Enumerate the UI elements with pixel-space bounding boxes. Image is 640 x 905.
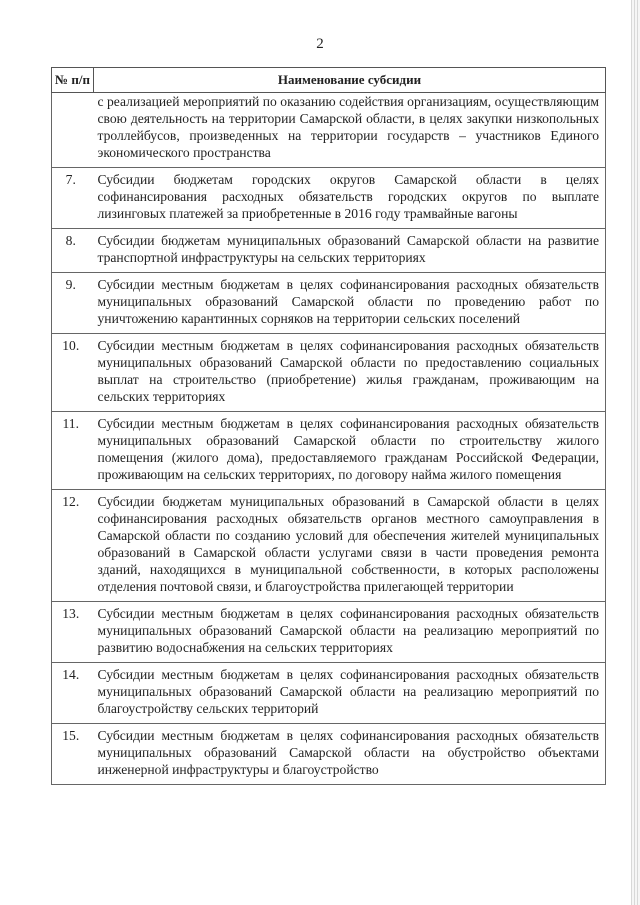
row-number: 8.	[52, 229, 94, 273]
subsidy-table	[51, 67, 606, 785]
page-edge-shadow	[631, 0, 640, 905]
table-row	[52, 229, 606, 273]
row-text: с реализацией мероприятий по оказанию содействия организациям, осуществляющим свою деятельность на территории Самарской области, в целях закупки низкопольных троллейбусов, произведенных на территории государств – участников Единого экономического пространства	[94, 93, 606, 168]
row-text: Субсидии местным бюджетам в целях софинансирования расходных обязательств муниципальных образований Самарской области на реализацию мероприятий по благоустройству сельских территорий	[94, 663, 606, 724]
table-row	[52, 663, 606, 724]
row-text: Субсидии местным бюджетам в целях софинансирования расходных обязательств муниципальных образований Самарской области по проведению работ по уничтожению карантинных сорняков на территории сельских поселений	[94, 273, 606, 334]
table-row	[52, 273, 606, 334]
row-text: Субсидии местным бюджетам в целях софинансирования расходных обязательств муниципальных образований Самарской области на реализацию мероприятий по развитию водоснабжения на сельских территориях	[94, 602, 606, 663]
table-row	[52, 724, 606, 785]
table-row	[52, 334, 606, 412]
row-number: 7.	[52, 168, 94, 229]
row-text: Субсидии местным бюджетам в целях софинансирования расходных обязательств муниципальных образований Самарской области по строительству жилого помещения (жилого дома), предоставляемого гражданам Российской Федерации, проживающим на сельских территориях, по договору найма жилого помещения	[94, 412, 606, 490]
row-number	[52, 93, 94, 168]
row-text: Субсидии бюджетам городских округов Самарской области в целях софинансирования расходных обязательств городских округов по выплате лизинговых платежей за приобретенные в 2016 году трамвайные вагоны	[94, 168, 606, 229]
page-number: 2	[316, 36, 324, 52]
table-row	[52, 490, 606, 602]
row-number: 13.	[52, 602, 94, 663]
table-row	[52, 412, 606, 490]
row-number: 14.	[52, 663, 94, 724]
row-number: 9.	[52, 273, 94, 334]
row-text: Субсидии бюджетам муниципальных образований в Самарской области в целях софинансирования расходных обязательств органов местного самоуправления в Самарской области по созданию условий для обеспечения жителей муниципальных образований в Самарской области услугами связи в части проведения ремонта зданий, находящихся в муниципальной собственности, в которых расположены отделения почтовой связи, и благоустройства прилегающей территории	[94, 490, 606, 602]
header-name: Наименование субсидии	[94, 68, 606, 93]
table-header-row	[52, 68, 606, 93]
row-text: Субсидии местным бюджетам в целях софинансирования расходных обязательств муниципальных образований Самарской области по предоставлению социальных выплат на строительство (приобретение) жилья гражданам, проживающим на сельских территориях	[94, 334, 606, 412]
row-number: 10.	[52, 334, 94, 412]
table-row	[52, 93, 606, 168]
row-number: 12.	[52, 490, 94, 602]
table-row	[52, 168, 606, 229]
row-number: 15.	[52, 724, 94, 785]
row-number: 11.	[52, 412, 94, 490]
table-row	[52, 602, 606, 663]
header-num: № п/п	[52, 68, 94, 93]
row-text: Субсидии местным бюджетам в целях софинансирования расходных обязательств муниципальных образований Самарской области на обустройство объектами инженерной инфраструктуры и благоустройство	[94, 724, 606, 785]
row-text: Субсидии бюджетам муниципальных образований Самарской области на развитие транспортной инфраструктуры на сельских территориях	[94, 229, 606, 273]
